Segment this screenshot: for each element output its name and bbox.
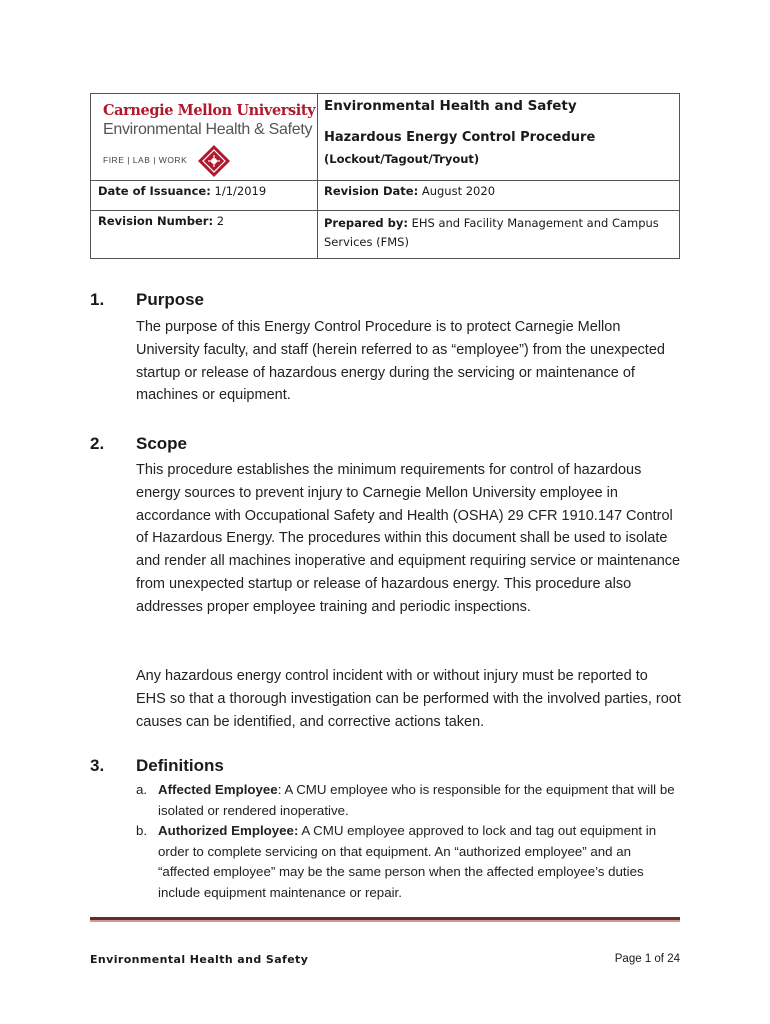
section-title: Scope (136, 434, 188, 453)
section-number: 1. (90, 290, 105, 309)
definition-text: : A CMU employee who is responsible for the equipment that will be isolated or rendered inoperative. (158, 782, 675, 818)
prepared-by: Prepared by: EHS and Facility Management and Campus Services (FMS) (324, 216, 659, 249)
definitions-list (136, 780, 681, 904)
section-number: 2. (90, 434, 105, 453)
definition-term: Affected Employee (158, 782, 278, 797)
footer-rule-accent (90, 920, 680, 922)
revision-number: Revision Number: 2 (98, 214, 225, 228)
section-number: 3. (90, 756, 105, 775)
date-of-issuance: Date of Issuance: 1/1/2019 (98, 184, 267, 198)
definition-term: Authorized Employee: (158, 823, 299, 839)
list-item: b. Authorized Employee: A CMU employee approved to lock and tag out equipment in order to complete servicing on that equipment. An “authorized employee” and an “affected employee” may be the same person when the affected employee’s duties include equipment maintenance or repair. (136, 823, 657, 900)
logo-department-name: Environmental Health & Safety (103, 121, 313, 138)
section-title: Definitions (136, 756, 224, 775)
header-procedure-subtitle: (Lockout/Tagout/Tryout) (324, 152, 480, 166)
cmu-ehs-logo (103, 102, 316, 174)
logo-tagline: FIRE | LAB | WORK (103, 155, 188, 165)
table-divider-vertical (317, 94, 318, 258)
section-paragraph: Any hazardous energy control incident with or without injury must be reported to EHS so that a thorough investigation can be performed with the involved parties, root causes can be identified, and corrective actions taken. (136, 668, 681, 730)
definition-text: A CMU employee approved to lock and tag out equipment in order to complete servicing on that equipment. An “authorized employee” and an “affected employee” may be the same person when the affected employee’s duties include equipment maintenance or repair. (158, 823, 657, 900)
section-title: Purpose (136, 290, 205, 309)
document-header-table (90, 93, 680, 259)
page-number: Page 1 of 24 (614, 953, 680, 965)
footer-department: Environmental Health and Safety (90, 953, 309, 966)
header-procedure-title: Hazardous Energy Control Procedure (324, 130, 596, 145)
header-department-title: Environmental Health and Safety (324, 98, 577, 114)
section-paragraph: This procedure establishes the minimum requirements for control of hazardous energy sources to prevent injury to Carnegie Mellon University employee in accordance with Occupational Safety and Health (OSHA) 29 CFR 1910.147 Control of Hazardous Energy. The procedures within this document shall be used to isolate and render all machines inoperative and equipment requiring service or maintenance from unexpected startup or release of hazardous energy. This procedure also addresses proper employee training and periodic inspections. (136, 462, 681, 615)
ehs-emblem-icon (197, 144, 231, 178)
logo-university-name: Carnegie Mellon University (103, 102, 316, 119)
table-divider-horizontal (91, 210, 679, 211)
table-divider-horizontal (91, 180, 679, 181)
section-paragraph: The purpose of this Energy Control Procedure is to protect Carnegie Mellon University faculty, and staff (herein referred to as “employee”) from the unexpected startup or release of hazardous energy during the servicing or maintenance of machines or equipment. (136, 319, 665, 404)
revision-date: Revision Date: August 2020 (324, 184, 496, 198)
list-item: a. Affected Employee: A CMU employee who is responsible for the equipment that will be isolated or rendered inoperative. (136, 782, 675, 818)
